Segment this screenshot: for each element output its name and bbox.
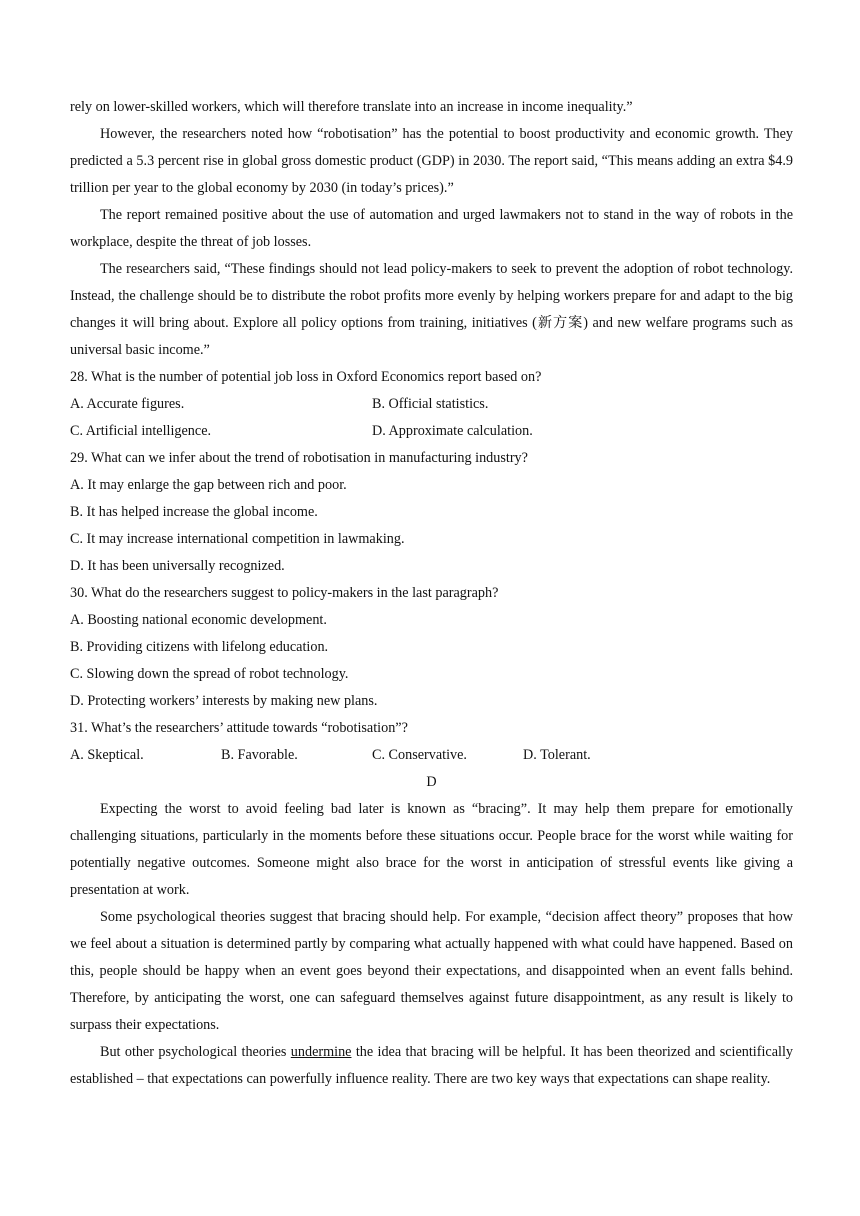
section-d-paragraph-2: Some psychological theories suggest that bracing should help. For example, “decision affect theory” proposes that how we feel about a situation is determined partly by comparing what actually happened with what could have happened. Based on this, people should be happy when an event goes beyond their expectations, and disappointed when an event falls behind. Therefore, by anticipating the worst, one can safeguard themselves against future disappointment, as any result is likely to surpass their expectations. xyxy=(70,909,793,1033)
question-29 xyxy=(70,445,793,580)
section-d-heading: D xyxy=(426,774,437,790)
question-28-option-a: A. Accurate figures. xyxy=(70,396,185,412)
passage-c-paragraph-3: The researchers said, “These findings should not lead policy-makers to seek to prevent the adoption of robot technology. Instead, the challenge should be to distribute the robot profits more evenly by helping workers prepare for and adapt to the big changes it will bring about. Explore all policy options from training, initiatives (新方案) and new welfare programs such as universal basic income.” xyxy=(70,261,793,358)
question-29-option-b: B. It has helped increase the global income. xyxy=(70,504,318,520)
question-30-option-d: D. Protecting workers’ interests by making new plans. xyxy=(70,693,378,709)
question-31-option-d: D. Tolerant. xyxy=(523,747,591,763)
question-30-option-b: B. Providing citizens with lifelong education. xyxy=(70,639,329,655)
section-d-paragraph-3-after: the idea that bracing will be helpful. It has been theorized and scientifically established – that expectations can powerfully influence reality. There are two key ways that expectations can shape reality. xyxy=(70,1044,793,1087)
question-31-option-b: B. Favorable. xyxy=(221,747,298,763)
question-28 xyxy=(70,364,793,445)
question-28-options-row-2 xyxy=(70,418,793,445)
question-31-stem: 31. What’s the researchers’ attitude towards “robotisation”? xyxy=(70,720,408,736)
passage-c-paragraph-2: The report remained positive about the use of automation and urged lawmakers not to stand in the way of robots in the workplace, despite the threat of job losses. xyxy=(70,207,793,250)
question-29-option-a: A. It may enlarge the gap between rich and poor. xyxy=(70,477,347,493)
section-d-paragraph-3 xyxy=(70,1039,793,1093)
question-31-options-row xyxy=(70,742,793,769)
question-28-options-row-1 xyxy=(70,391,793,418)
question-30-option-c: C. Slowing down the spread of robot technology. xyxy=(70,666,349,682)
page-content xyxy=(70,94,793,1093)
question-28-option-b: B. Official statistics. xyxy=(372,396,489,412)
question-28-option-c: C. Artificial intelligence. xyxy=(70,423,212,439)
passage-c-paragraph-1: However, the researchers noted how “robotisation” has the potential to boost productivity and economic growth. They predicted a 5.3 percent rise in global gross domestic product (GDP) in 2030. The report said, “This means adding an extra $4.9 trillion per year to the global economy by 2030 (in today’s prices).” xyxy=(70,126,793,196)
question-31 xyxy=(70,715,793,769)
passage-c-paragraph-0: rely on lower-skilled workers, which will therefore translate into an increase in income inequality.” xyxy=(70,99,633,115)
section-d-paragraph-3-before: But other psychological theories xyxy=(100,1044,291,1060)
question-28-stem: 28. What is the number of potential job loss in Oxford Economics report based on? xyxy=(70,369,542,385)
underlined-word: undermine xyxy=(290,1044,352,1060)
question-30-stem: 30. What do the researchers suggest to policy-makers in the last paragraph? xyxy=(70,585,499,601)
question-30-option-a: A. Boosting national economic development. xyxy=(70,612,327,628)
question-29-option-d: D. It has been universally recognized. xyxy=(70,558,285,574)
question-29-option-c: C. It may increase international competition in lawmaking. xyxy=(70,531,405,547)
section-d-paragraph-1: Expecting the worst to avoid feeling bad later is known as “bracing”. It may help them prepare for emotionally challenging situations, particularly in the moments before these situations occur. People brace for the worst while waiting for potentially negative outcomes. Someone might also brace for the worst in anticipation of stressful events like giving a presentation at work. xyxy=(70,801,793,898)
question-30 xyxy=(70,580,793,715)
question-31-option-c: C. Conservative. xyxy=(372,747,467,763)
question-28-option-d: D. Approximate calculation. xyxy=(372,423,533,439)
question-31-option-a: A. Skeptical. xyxy=(70,747,144,763)
question-29-stem: 29. What can we infer about the trend of robotisation in manufacturing industry? xyxy=(70,450,528,466)
